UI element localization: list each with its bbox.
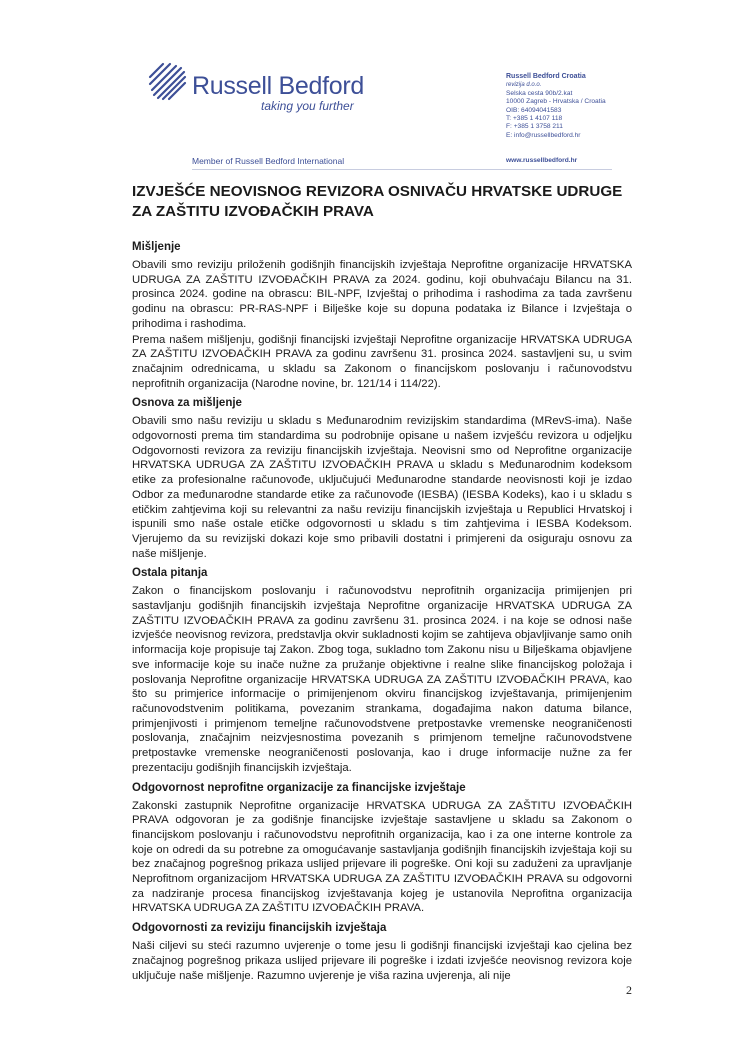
paragraph: Obavili smo našu reviziju u skladu s Međunarodnim revizijskim standardima (MRevS-ima). Naše odgovornosti prema tim standardima su podrobnije opisane u našem izvješću revizora u odjeljku Odgovornosti revizora za reviziju financijskih izvještaja. Neovisni smo od Neprofitne organizacije HRVATSKA UDRUGA ZA ZAŠTITU IZVOĐAČKIH PRAVA u skladu s Međunarodnim kodeksom etike za profesionalne računovođe, uključujući Međunarodne standarde neovisnosti koji je izdao Odbor za međunarodne standarde etike za računovođe (IESBA) (IESBA Kodeks), kao i u skladu s etičkim zahtjevima koji su relevantni za našu reviziju financijskih izvještaja u Republici Hrvatskoj i ispunili smo naše ostale etičke odgovornosti u skladu s tim zahtjevima i IESBA Kodeksom. Vjerujemo da su revizijski dokazi koje smo pribavili dostatni i primjereni da osiguraju osnovu za naše mišljenje. <box>132 415 632 560</box>
russell-bedford-logo <box>146 58 366 118</box>
page-number: 2 <box>626 983 632 997</box>
brand-tagline: taking you further <box>261 99 354 113</box>
paragraph: Obavili smo reviziju priloženih godišnjih financijskih izvještaja Neprofitne organizacije HRVATSKA UDRUGA ZA ZAŠTITU IZVOĐAČKIH PRAVA za 2024. godinu, koji obuhvaćaju Bilancu na 31. prosinca 2024. godine na obrascu: BIL-NPF, Izvještaj o prihodima i rashodima za tada završenu godinu na obrascu: PR-RAS-NPF i Bilješke koje su dopuna podataka iz Bilance i Izvještaja o prihodima i rashodima. <box>132 259 632 330</box>
document-title: IZVJEŠĆE NEOVISNOG REVIZORA OSNIVAČU HRVATSKE UDRUGE ZA ZAŠTITU IZVOĐAČKIH PRAVA <box>132 183 623 220</box>
document-body <box>132 240 632 988</box>
paragraph: Zakon o financijskom poslovanju i računovodstvu neprofitnih organizacija primijenjen pri sastavljanju godišnjih financijskih izvještaja Neprofitne organizacije HRVATSKA UDRUGA ZA ZAŠTITU IZVOĐAČKIH PRAVA za godinu završenu 31. prosinca 2024. i na koje se odnosi naše izvješće neovisnog revizora, predstavlja okvir sukladnosti kojim se zahtijeva objavljivanje samo onih informacija koje propisuje taj Zakon. Zbog toga, sukladno tom Zakonu nisu u Bilješkama objavljene sve informacije koje su inače nužne za pružanje objektivne i realne slike financijskog položaja i poslovanja Neprofitne organizacije HRVATSKA UDRUGA ZA ZAŠTITU IZVOĐAČKIH PRAVA, kao što su primjerice informacije o primijenjenom okviru financijskog izvještavanja, primijenjenim računovodstvenim politikama, povezanim strankama, događajima nakon datuma bilance, primjenjivosti i primjenom temeljne računovodstvene pretpostavke vremenske neograničenosti poslovanja, značajnim neizvjesnostima povezanih s primjenom temeljne računovodstvene pretpostavke vremenske neograničenosti poslovanja, kao i druge informacije nužne za fer prezentaciju godišnjih financijskih izvještaja. <box>132 585 632 774</box>
contact-website[interactable]: www.russellbedford.hr <box>506 157 578 164</box>
header-divider <box>192 169 612 170</box>
section-heading: Ostala pitanja <box>132 567 208 580</box>
section-heading: Osnova za mišljenje <box>132 397 242 410</box>
contact-tel: T: +385 1 4107 118 <box>506 115 563 123</box>
section-other-matters <box>132 566 632 775</box>
section-responsibility <box>132 781 632 917</box>
contact-city: 10000 Zagreb - Hrvatska / Croatia <box>506 98 606 106</box>
section-heading: Odgovornost neprofitne organizacije za financijske izvještaje <box>132 781 466 794</box>
member-text: Member of Russell Bedford International <box>192 156 345 166</box>
contact-street: Selska cesta 90b/2.kat <box>506 89 573 97</box>
contact-oib: OIB: 64094041583 <box>506 106 562 114</box>
paragraph: Zakonski zastupnik Neprofitne organizacije HRVATSKA UDRUGA ZA ZAŠTITU IZVOĐAČKIH PRAVA odgovoran je za godišnje financijske izvještaje sastavljene u skladu sa Zakonom o financijskom poslovanju i računovodstvu neprofitnih organizacija, kao i za one interne kontrole za koje on odredi da su potrebne za omogućavanje sastavljanja godišnjih financijskih izvještaja koji su bez značajnog pogrešnog prikaza uslijed prijevare ili pogreške. Oni koji su zaduženi za upravljanje Neprofitnom organizacijom HRVATSKA UDRUGA ZA ZAŠTITU IZVOĐAČKIH PRAVA su odgovorni za nadziranje procesa financijskog izvještavanja kojeg je ustanovila Neprofitna organizacija HRVATSKA UDRUGA ZA ZAŠTITU IZVOĐAČKIH PRAVA. <box>132 799 632 915</box>
contact-company: Russell Bedford Croatia <box>506 73 586 80</box>
paragraph: Prema našem mišljenju, godišnji financijski izvještaji Neprofitne organizacije HRVATSKA UDRUGA ZA ZAŠTITU IZVOĐAČKIH PRAVA za godinu završenu 31. prosinca 2024. sastavljeni su, u svim značajnim odrednicama, u skladu sa Zakonom o financijskom poslovanju i računovodstvu neprofitnih organizacija (Narodne novine, br. 121/14 i 114/22). <box>132 333 632 390</box>
section-heading: Mišljenje <box>132 241 181 253</box>
contact-email[interactable]: E: info@russellbedford.hr <box>506 131 581 139</box>
section-opinion <box>132 240 632 391</box>
globe-swirl-icon <box>146 60 188 102</box>
section-heading: Odgovornosti za reviziju financijskih izvještaja <box>132 922 387 935</box>
paragraph: Naši ciljevi su steći razumno uvjerenje o tome jesu li godišnji financijski izvještaji kao cjelina bez značajnog pogrešnog prikaza uslijed prijevare ili pogreške i izdati izvješće neovisnog revizora koje uključuje naše mišljenje. Razumno uvjerenje je viša razina uvjerenja, ali nije <box>132 940 632 982</box>
brand-name: Russell Bedford <box>192 72 364 100</box>
section-basis <box>132 396 632 561</box>
contact-company-sub: revizija d.o.o. <box>506 82 542 89</box>
contact-block <box>506 73 706 164</box>
contact-fax: F: +385 1 3758 211 <box>506 123 563 131</box>
section-auditor-responsibility <box>132 921 632 983</box>
